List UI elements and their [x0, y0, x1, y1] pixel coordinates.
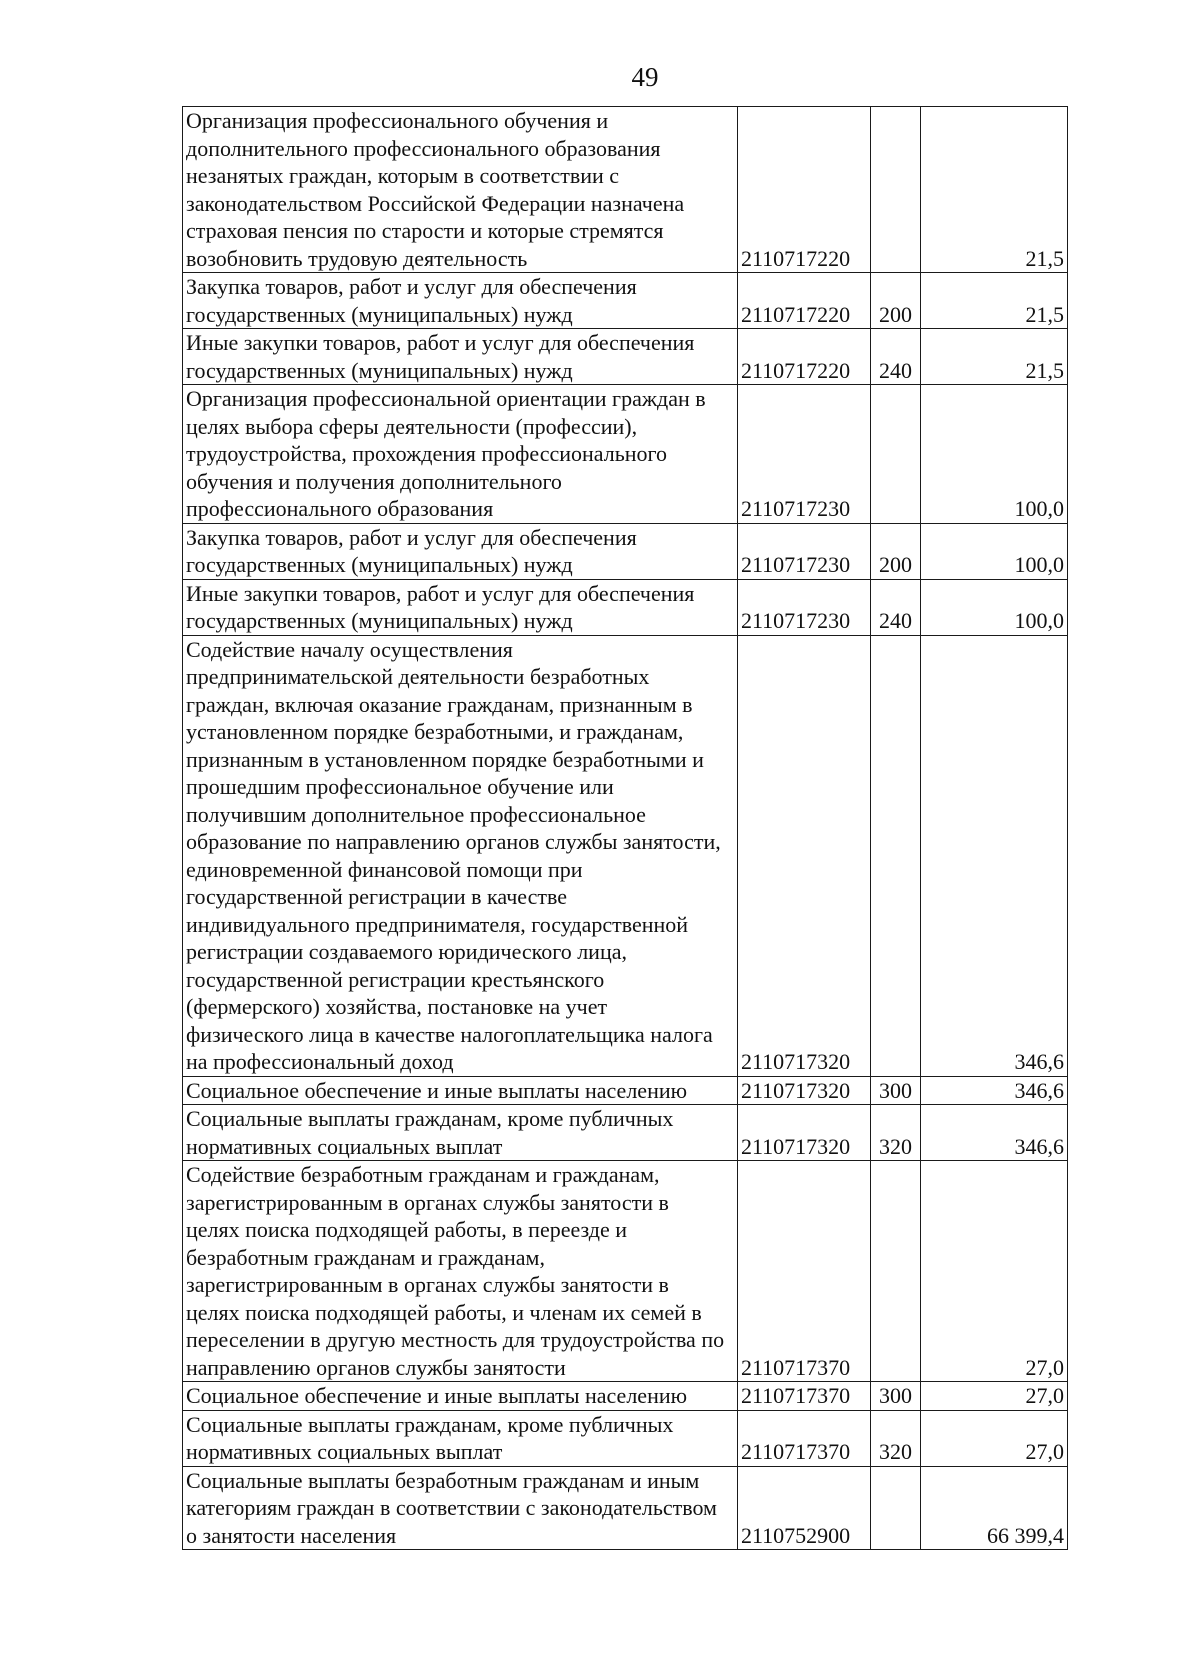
expense-type-code-cell: 200 [871, 523, 921, 579]
expense-name-cell [183, 1382, 738, 1411]
table-row [183, 579, 1068, 635]
target-article-code-cell: 2110717230 [738, 523, 871, 579]
expense-name-cell [183, 273, 738, 329]
expense-name-cell [183, 385, 738, 524]
expense-name-line: направлению органов службы занятости [186, 1354, 566, 1380]
budget-table-body [183, 107, 1068, 1550]
amount-cell: 27,0 [921, 1161, 1068, 1382]
table-row [183, 107, 1068, 273]
expense-type-code-cell: 240 [871, 329, 921, 385]
expense-name-line: Социальные выплаты гражданам, кроме публичных [186, 1411, 674, 1437]
target-article-code-cell: 2110717220 [738, 273, 871, 329]
amount-cell: 21,5 [921, 329, 1068, 385]
target-article-code-cell: 2110717230 [738, 579, 871, 635]
expense-name-line: зарегистрированным в органах службы занятости в [186, 1189, 669, 1215]
expense-name-line: Социальное обеспечение и иные выплаты населению [186, 1383, 688, 1408]
expense-name-line: Иные закупки товаров, работ и услуг для обеспечения [186, 580, 695, 606]
amount-cell: 27,0 [921, 1410, 1068, 1466]
expense-name-line: Закупка товаров, работ и услуг для обеспечения [186, 274, 637, 299]
target-article-code-cell: 2110752900 [738, 1466, 871, 1550]
expense-name-line: Организация профессионального обучения и [186, 108, 609, 133]
expense-type-code-cell [871, 635, 921, 1076]
table-row [183, 523, 1068, 579]
target-article-code-cell: 2110717320 [738, 635, 871, 1076]
expense-type-code-cell: 300 [871, 1382, 921, 1411]
expense-type-code-cell: 200 [871, 273, 921, 329]
target-article-code-cell: 2110717370 [738, 1382, 871, 1411]
expense-name-line: зарегистрированным в органах службы занятости в [186, 1272, 669, 1297]
amount-cell: 27,0 [921, 1382, 1068, 1411]
expense-name-line: законодательством Российской Федерации назначена [186, 190, 685, 216]
expense-name-line: Социальное обеспечение и иные выплаты населению [186, 1077, 688, 1103]
expense-name-cell [183, 107, 738, 273]
expense-name-cell [183, 1076, 738, 1105]
expense-name-line: признанным в установленном порядке безработными и [186, 746, 704, 772]
amount-cell: 346,6 [921, 635, 1068, 1076]
expense-name-cell [183, 1410, 738, 1466]
expense-name-line: прошедшим профессиональное обучение или [186, 774, 614, 799]
expense-name-line: государственных (муниципальных) нужд [186, 301, 573, 327]
table-row [183, 329, 1068, 385]
expense-name-line: о занятости населения [186, 1522, 397, 1548]
amount-cell: 100,0 [921, 579, 1068, 635]
expense-name-line: страховая пенсия по старости и которые стремятся [186, 218, 664, 243]
amount-cell: 346,6 [921, 1076, 1068, 1105]
table-row [183, 1161, 1068, 1382]
expense-name-cell [183, 1466, 738, 1550]
expense-type-code-cell: 300 [871, 1076, 921, 1105]
expense-name-line: обучения и получения дополнительного [186, 468, 562, 494]
expense-name-line: Закупка товаров, работ и услуг для обеспечения [186, 524, 637, 550]
expense-type-code-cell: 320 [871, 1410, 921, 1466]
expense-name-line: нормативных социальных выплат [186, 1133, 503, 1159]
expense-name-line: получившим дополнительное профессиональное [186, 801, 646, 827]
expense-name-cell [183, 579, 738, 635]
target-article-code-cell: 2110717220 [738, 329, 871, 385]
table-row [183, 1466, 1068, 1550]
expense-name-cell [183, 329, 738, 385]
expense-name-line: незанятых граждан, которым в соответствии с [186, 163, 620, 188]
amount-cell: 21,5 [921, 273, 1068, 329]
expense-name-line: образование по направлению органов службы занятости, [186, 829, 721, 854]
table-row [183, 1382, 1068, 1411]
expense-name-line: государственных (муниципальных) нужд [186, 552, 573, 577]
expense-name-line: целях поиска подходящей работы, в переезде и [186, 1217, 628, 1242]
expense-name-line: нормативных социальных выплат [186, 1439, 503, 1464]
table-row [183, 273, 1068, 329]
expense-name-line: Содействие безработным гражданам и гражданам, [186, 1162, 660, 1187]
expense-name-line: возобновить трудовую деятельность [186, 245, 528, 271]
target-article-code-cell: 2110717320 [738, 1076, 871, 1105]
expense-type-code-cell [871, 107, 921, 273]
expense-name-line: Социальные выплаты безработным гражданам и иным [186, 1467, 700, 1493]
expense-name-line: физического лица в качестве налогоплательщика налога [186, 1021, 713, 1047]
amount-cell: 21,5 [921, 107, 1068, 273]
expense-name-line: на профессиональный доход [186, 1049, 454, 1074]
target-article-code-cell: 2110717230 [738, 385, 871, 524]
amount-cell: 66 399,4 [921, 1466, 1068, 1550]
budget-table [182, 106, 1068, 1550]
expense-name-line: категориям граждан в соответствии с законодательством [186, 1495, 717, 1520]
expense-name-line: единовременной финансовой помощи при [186, 856, 583, 882]
expense-name-line: установленном порядке безработными, и гражданам, [186, 719, 684, 744]
expense-name-cell [183, 635, 738, 1076]
target-article-code-cell: 2110717370 [738, 1410, 871, 1466]
expense-name-line: Организация профессиональной ориентации граждан в [186, 386, 706, 411]
expense-type-code-cell: 320 [871, 1105, 921, 1161]
expense-name-line: профессионального образования [186, 496, 494, 521]
expense-name-line: индивидуального предпринимателя, государственной [186, 911, 689, 937]
amount-cell: 100,0 [921, 385, 1068, 524]
target-article-code-cell: 2110717320 [738, 1105, 871, 1161]
target-article-code-cell: 2110717220 [738, 107, 871, 273]
expense-name-line: государственной регистрации в качестве [186, 884, 567, 909]
expense-name-line: целях выбора сферы деятельности (профессии), [186, 413, 638, 439]
amount-cell: 100,0 [921, 523, 1068, 579]
expense-name-line: переселении в другую местность для трудоустройства по [186, 1327, 725, 1352]
expense-type-code-cell [871, 385, 921, 524]
expense-name-line: трудоустройства, прохождения профессионального [186, 441, 668, 466]
expense-name-line: дополнительного профессионального образования [186, 135, 661, 161]
target-article-code-cell: 2110717370 [738, 1161, 871, 1382]
expense-name-cell [183, 1161, 738, 1382]
expense-name-line: государственных (муниципальных) нужд [186, 608, 573, 633]
page-number: 49 [631, 62, 659, 92]
expense-name-line: Иные закупки товаров, работ и услуг для обеспечения [186, 330, 695, 355]
table-row [183, 1105, 1068, 1161]
expense-type-code-cell [871, 1161, 921, 1382]
expense-name-line: регистрации создаваемого юридического лица, [186, 939, 627, 964]
table-row [183, 1410, 1068, 1466]
expense-name-line: Содействие началу осуществления [186, 636, 513, 662]
expense-name-line: государственной регистрации крестьянского [186, 966, 605, 992]
expense-name-line: государственных (муниципальных) нужд [186, 357, 573, 383]
expense-name-line: Социальные выплаты гражданам, кроме публичных [186, 1106, 674, 1131]
expense-name-line: предпринимательской деятельности безработных [186, 664, 650, 689]
table-row [183, 385, 1068, 524]
expense-type-code-cell [871, 1466, 921, 1550]
expense-name-line: целях поиска подходящей работы, и членам их семей в [186, 1299, 702, 1325]
expense-type-code-cell: 240 [871, 579, 921, 635]
expense-name-line: безработным гражданам и гражданам, [186, 1244, 545, 1270]
table-row [183, 1076, 1068, 1105]
expense-name-line: граждан, включая оказание гражданам, признанным в [186, 691, 693, 717]
expense-name-cell [183, 1105, 738, 1161]
expense-name-cell [183, 523, 738, 579]
table-row [183, 635, 1068, 1076]
expense-name-line: (фермерского) хозяйства, постановке на учет [186, 994, 608, 1019]
amount-cell: 346,6 [921, 1105, 1068, 1161]
